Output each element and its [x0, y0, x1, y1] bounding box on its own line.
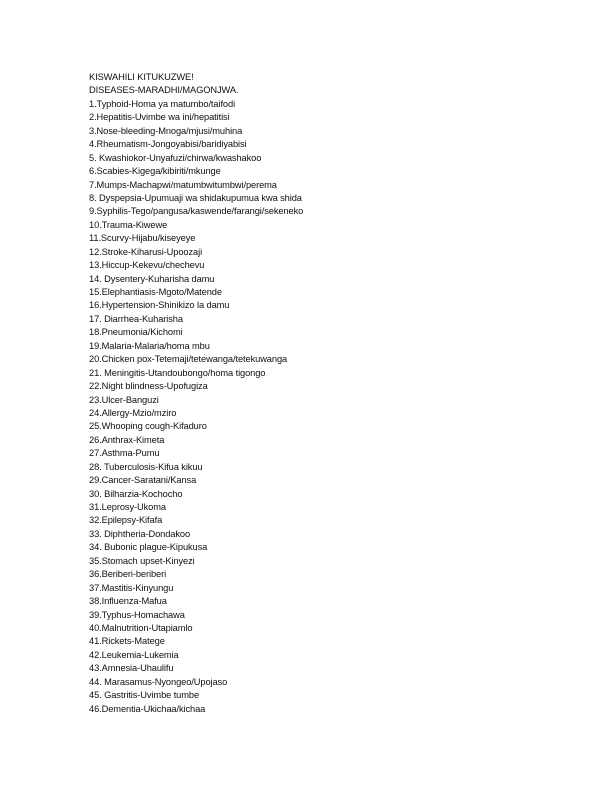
- list-item: 5. Kwashiokor-Unyafuzi/chirwa/kwashakoo: [89, 152, 262, 163]
- list-item: 3.Nose-bleeding-Mnoga/mjusi/muhina: [89, 125, 243, 136]
- list-item: 8. Dyspepsia-Upumuaji wa shidakupumua kwa shida: [89, 192, 302, 203]
- list-item: 23.Ulcer-Banguzi: [89, 394, 159, 405]
- list-item: 40.Malnutrition-Utapiamlo: [89, 622, 193, 633]
- list-item: 2.Hepatitis-Uvimbe wa ini/hepatitisi: [89, 112, 230, 123]
- list-item: 10.Trauma-Kiwewe: [89, 219, 168, 230]
- list-item: 15.Elephantiasis-Mgoto/Matende: [89, 287, 222, 297]
- list-item: 35.Stomach upset-Kinyezi: [89, 555, 195, 566]
- list-item: 13.Hiccup-Kekevu/chechevu: [89, 260, 205, 271]
- list-item: 6.Scabies-Kigega/kibiriti/mkunge: [89, 166, 221, 177]
- list-item: 17. Diarrhea-Kuharisha: [89, 313, 183, 324]
- document-subtitle: DISEASES-MARADHI/MAGONJWA.: [89, 85, 239, 96]
- list-item: 4.Rheumatism-Jongoyabisi/baridiyabisi: [89, 139, 247, 150]
- list-item: 28. Tuberculosis-Kifua kikuu: [89, 461, 203, 472]
- list-item: 43.Amnesia-Uhaulifu: [89, 663, 174, 674]
- list-item: 16.Hypertension-Shinikizo la damu: [89, 300, 230, 311]
- document-body: [89, 71, 569, 716]
- list-item: 41.Rickets-Matege: [89, 636, 165, 647]
- list-item: 36.Beriberi-beriberi: [89, 569, 167, 580]
- list-item: 32.Epilepsy-Kifafa: [89, 515, 163, 526]
- list-item: 46.Dementia-Ukichaa/kichaa: [89, 703, 206, 714]
- list-item: 24.Allergy-Mzio/mziro: [89, 407, 177, 418]
- list-item: 9.Syphilis-Tego/pangusa/kaswende/farangi/sekeneko: [89, 206, 304, 217]
- list-item: 38.Influenza-Mafua: [89, 596, 167, 607]
- list-item: 30. Bilharzia-Kochocho: [89, 488, 183, 499]
- list-item: 42.Leukemia-Lukemia: [89, 649, 179, 660]
- list-item: 20.Chicken pox-Tetemaji/tetewanga/tetekuwanga: [89, 354, 288, 365]
- list-item: 37.Mastitis-Kinyungu: [89, 582, 174, 593]
- list-item: 12.Stroke-Kiharusi-Upoozaji: [89, 246, 203, 257]
- list-item: 21. Meningitis-Utandoubongo/homa tigongo: [89, 367, 266, 378]
- list-item: 39.Typhus-Homachawa: [89, 609, 185, 620]
- list-item: 18.Pneumonia/Kichomi: [89, 327, 183, 338]
- document-title: KISWAHILI KITUKUZWE!: [89, 72, 194, 82]
- list-item: 34. Bubonic plague-Kipukusa: [89, 542, 208, 553]
- list-item: 45. Gastritis-Uvimbe tumbe: [89, 690, 200, 701]
- list-item: 7.Mumps-Machapwi/matumbwitumbwi/perema: [89, 179, 277, 190]
- list-item: 22.Night blindness-Upofugiza: [89, 381, 208, 392]
- list-item: 1.Typhoid-Homa ya matumbo/taifodi: [89, 98, 236, 109]
- list-item: 27.Asthma-Pumu: [89, 448, 160, 459]
- list-item: 33. Diphtheria-Dondakoo: [89, 528, 191, 539]
- list-item: 29.Cancer-Saratani/Kansa: [89, 475, 197, 486]
- list-item: 26.Anthrax-Kimeta: [89, 434, 165, 445]
- list-item: 11.Scurvy-Hijabu/kiseyeye: [89, 233, 196, 244]
- list-item: 31.Leprosy-Ukoma: [89, 502, 166, 512]
- list-item: 19.Malaria-Malaria/homa mbu: [89, 340, 210, 351]
- list-item: 44. Marasamus-Nyongeo/Upojaso: [89, 676, 228, 687]
- list-item: 14. Dysentery-Kuharisha damu: [89, 273, 215, 284]
- list-item: 25.Whooping cough-Kifaduro: [89, 421, 207, 432]
